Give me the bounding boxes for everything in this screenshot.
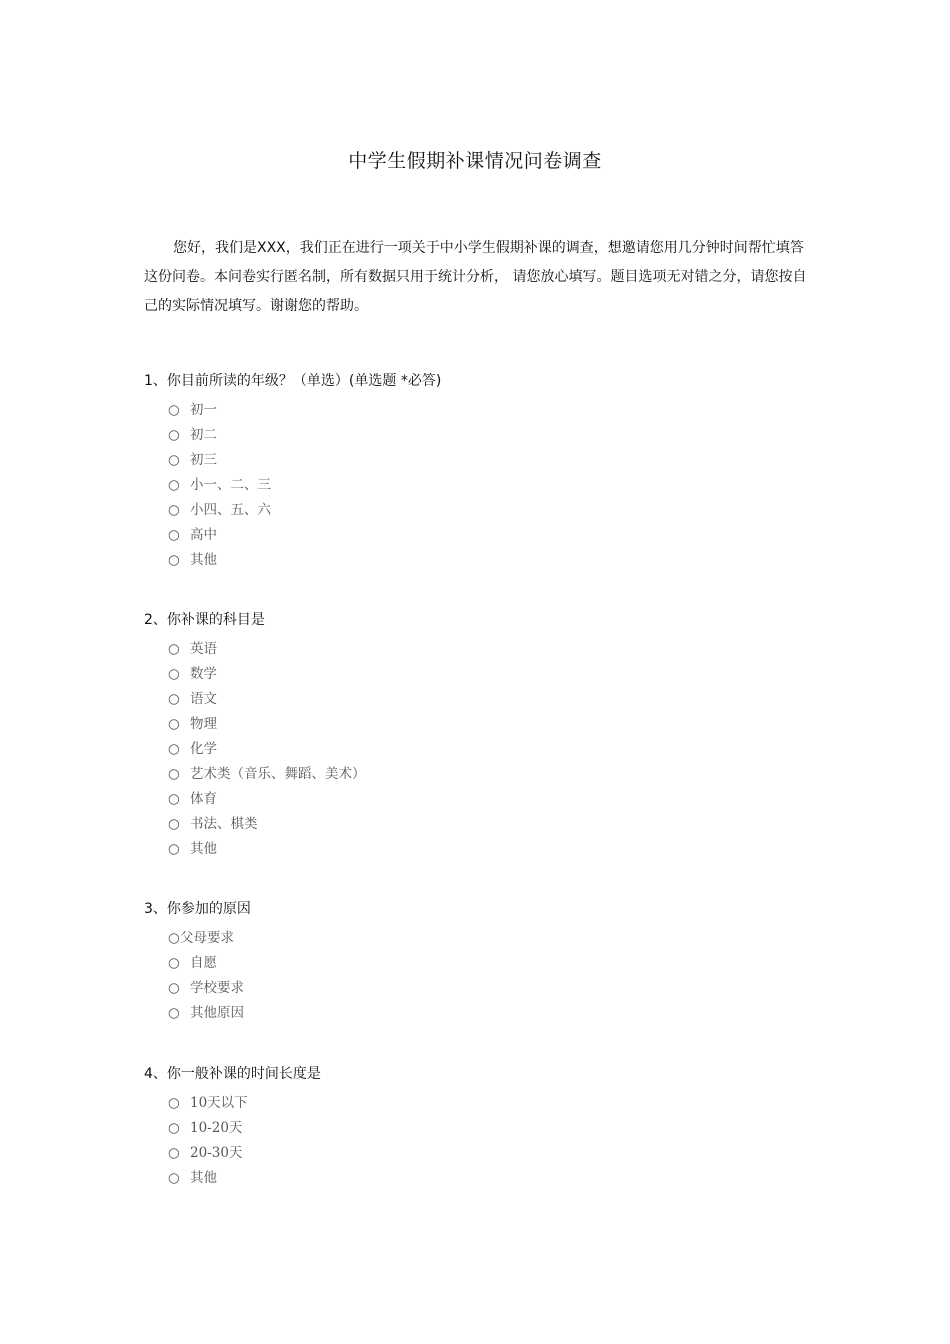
radio-icon[interactable]: ○ <box>168 841 180 857</box>
option-row[interactable] <box>168 1001 244 1026</box>
option-label: 学校要求 <box>190 980 244 996</box>
option-label: 10-20天 <box>190 1120 243 1136</box>
option-label: 物理 <box>190 716 217 732</box>
option-label: 初二 <box>190 427 217 443</box>
option-label: 语文 <box>190 691 217 707</box>
option-label: 初一 <box>190 402 217 418</box>
page-title: 中学生假期补课情况问卷调查 <box>348 150 602 172</box>
radio-icon[interactable]: ○ <box>168 402 180 418</box>
radio-icon[interactable]: ○ <box>168 691 180 707</box>
option-label: 初三 <box>190 452 217 468</box>
radio-icon[interactable]: ○ <box>168 427 180 443</box>
radio-icon[interactable]: ○ <box>168 816 180 832</box>
option-row[interactable] <box>168 926 244 951</box>
option-row[interactable] <box>168 398 271 423</box>
option-row[interactable] <box>168 812 366 837</box>
radio-icon[interactable]: ○ <box>168 477 180 493</box>
option-label: 自愿 <box>190 955 217 971</box>
option-row[interactable] <box>168 1141 248 1166</box>
option-label: 其他原因 <box>190 1005 244 1021</box>
option-row[interactable] <box>168 637 366 662</box>
option-label: 书法、棋类 <box>190 816 258 832</box>
option-label: 小一、二、三 <box>190 477 271 493</box>
option-row[interactable] <box>168 662 366 687</box>
radio-icon[interactable]: ○ <box>168 552 180 568</box>
option-row[interactable] <box>168 548 271 573</box>
radio-icon[interactable]: ○ <box>168 980 180 996</box>
radio-icon[interactable]: ○ <box>168 666 180 682</box>
option-row[interactable] <box>168 951 244 976</box>
option-label: 其他 <box>190 1170 217 1186</box>
radio-icon[interactable]: ○ <box>168 1095 180 1111</box>
option-label: 父母要求 <box>180 930 234 946</box>
radio-icon[interactable]: ○ <box>168 791 180 807</box>
option-label: 20-30天 <box>190 1145 243 1161</box>
option-row[interactable] <box>168 787 366 812</box>
question-3-options <box>168 926 244 1026</box>
radio-icon[interactable]: ○ <box>168 766 180 782</box>
option-row[interactable] <box>168 976 244 1001</box>
radio-icon[interactable]: ○ <box>168 955 180 971</box>
option-label: 艺术类（音乐、舞蹈、美术） <box>190 766 366 782</box>
option-label: 化学 <box>190 741 217 757</box>
radio-icon[interactable]: ○ <box>168 1120 180 1136</box>
option-label: 高中 <box>190 527 217 543</box>
option-label: 其他 <box>190 841 217 857</box>
radio-icon[interactable]: ○ <box>168 452 180 468</box>
radio-icon[interactable]: ○ <box>168 741 180 757</box>
option-label: 其他 <box>190 552 217 568</box>
option-row[interactable] <box>168 687 366 712</box>
option-row[interactable] <box>168 523 271 548</box>
radio-icon[interactable]: ○ <box>168 641 180 657</box>
option-row[interactable] <box>168 1091 248 1116</box>
question-4-options <box>168 1091 248 1191</box>
radio-icon[interactable]: ○ <box>168 502 180 518</box>
question-2-title: 2、你补课的科目是 <box>144 612 265 628</box>
radio-icon[interactable]: ○ <box>168 1145 180 1161</box>
option-row[interactable] <box>168 737 366 762</box>
option-row[interactable] <box>168 423 271 448</box>
option-row[interactable] <box>168 498 271 523</box>
option-row[interactable] <box>168 473 271 498</box>
radio-icon[interactable]: ○ <box>168 930 180 946</box>
option-row[interactable] <box>168 837 366 862</box>
option-row[interactable] <box>168 1166 248 1191</box>
radio-icon[interactable]: ○ <box>168 1170 180 1186</box>
option-label: 10天以下 <box>190 1095 248 1111</box>
option-label: 体育 <box>190 791 217 807</box>
option-row[interactable] <box>168 762 366 787</box>
question-2-options <box>168 637 366 862</box>
option-row[interactable] <box>168 1116 248 1141</box>
radio-icon[interactable]: ○ <box>168 1005 180 1021</box>
question-1-title: 1、你目前所读的年级？（单选）(单选题 *必答) <box>144 373 442 389</box>
option-label: 数学 <box>190 666 217 682</box>
radio-icon[interactable]: ○ <box>168 527 180 543</box>
option-row[interactable] <box>168 712 366 737</box>
intro-paragraph: 您好，我们是XXX，我们正在进行一项关于中小学生假期补课的调查，想邀请您用几分钟时间帮忙填答这份问卷。本问卷实行匿名制，所有数据只用于统计分析， 请您放心填写。题目选项无对错之分，请您按自己的实际情况填写。谢谢您的帮助。 <box>144 240 807 314</box>
question-1-options <box>168 398 271 573</box>
option-label: 英语 <box>190 641 217 657</box>
question-3-title: 3、你参加的原因 <box>144 901 251 917</box>
option-label: 小四、五、六 <box>190 502 271 518</box>
question-4-title: 4、你一般补课的时间长度是 <box>144 1066 321 1082</box>
radio-icon[interactable]: ○ <box>168 716 180 732</box>
option-row[interactable] <box>168 448 271 473</box>
